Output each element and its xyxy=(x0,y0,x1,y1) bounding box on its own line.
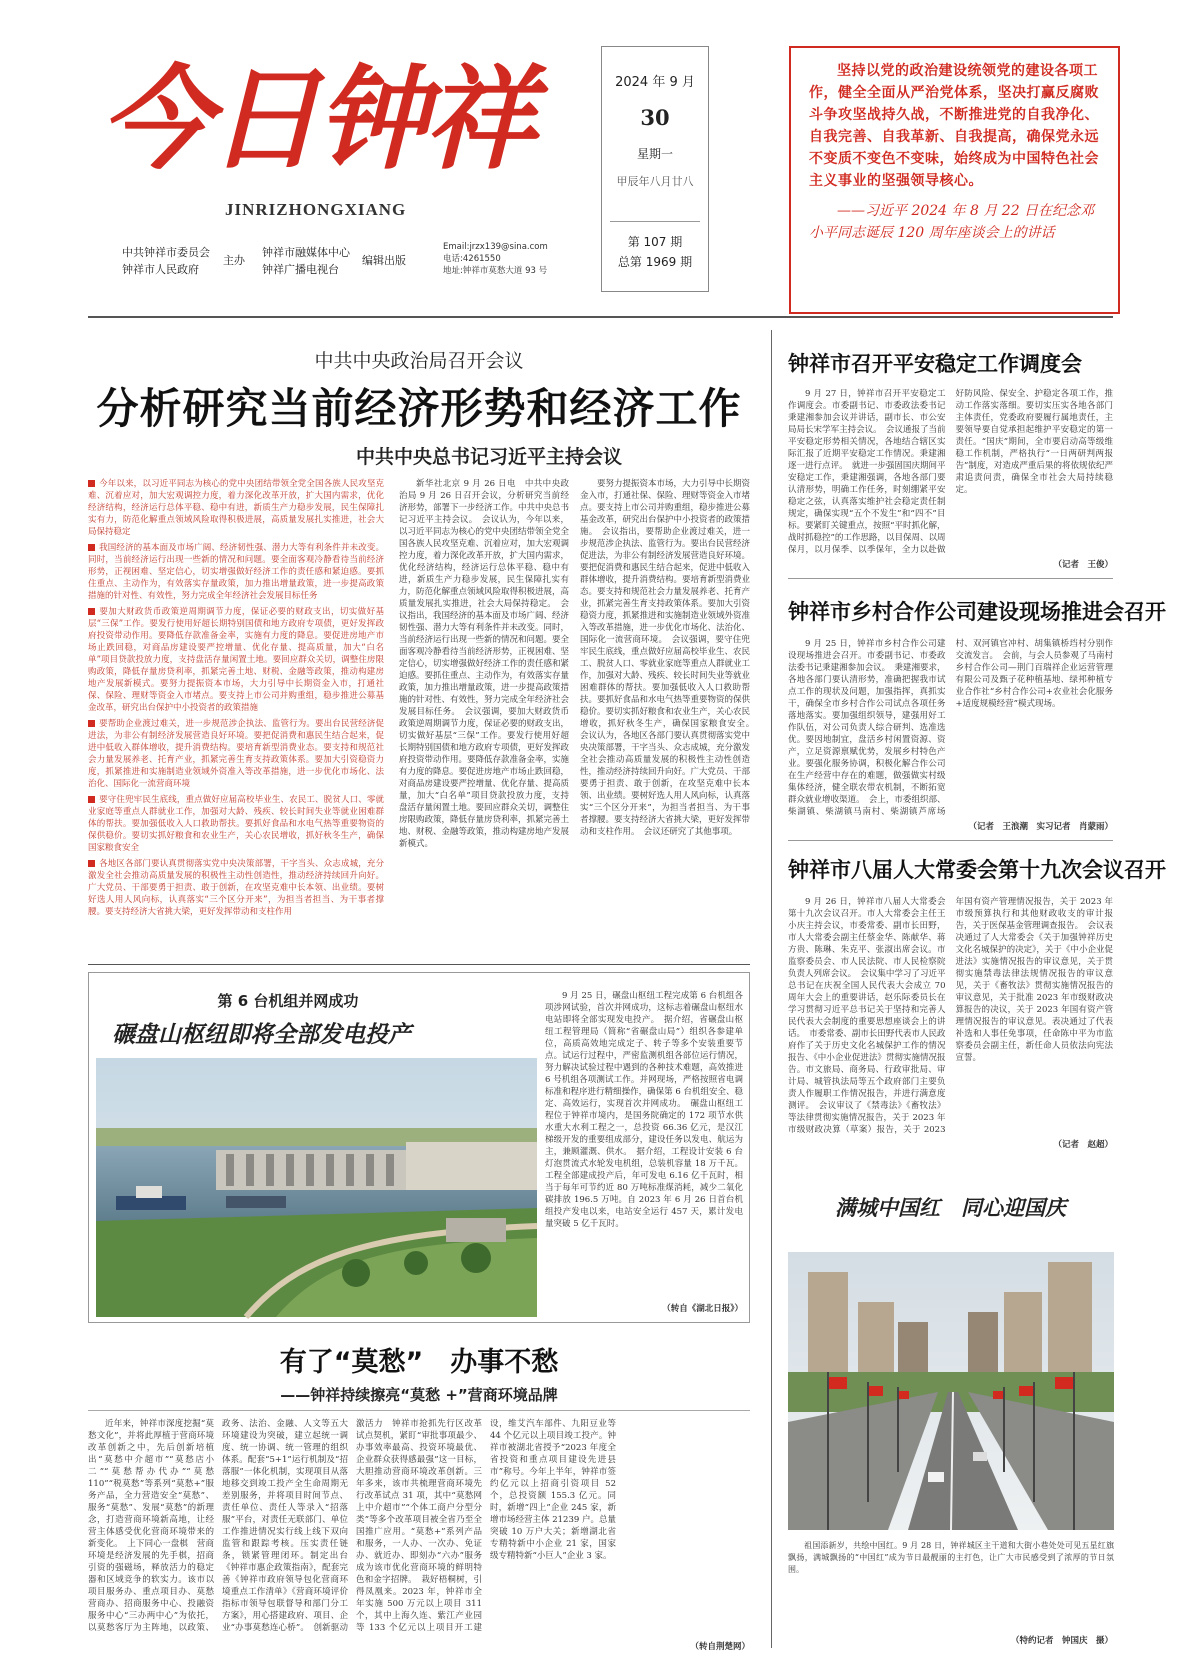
power-station-photo xyxy=(96,1058,537,1317)
highlight-text: 要加大财政货币政策逆周期调节力度，保证必要的财政支出，切实做好基层“三保”工作。要发行使用好超长期特别国债和地方政府专项债，更好发挥政府投资带动作用。要降低存款准备金率，实施有力度的降息。要促进房地产市场止跌回稳，对商品房建设要严控增量、优化存量、提高质量，加大“白名单”项目贷款投放力度，支持盘活存量闲置土地。要回应群众关切，调整住房限购政策，降低存量房贷利率，抓紧完善土地、财税、金融等政策，推动构建房地产发展新模式。要努力提振资本市场，大力引导中长期资金入市，打通社保、保险、理财等资金入市堵点。要支持上市公司并购重组，稳步推进公募基金改革，研究出台保护中小投资者的政策措施 xyxy=(88,607,384,713)
power-body: 9 月 25 日，碾盘山枢纽工程完成第 6 台机组各项涉网试验，首次并网成功，这标志着碾盘山枢纽水电站即将全部实现发电投产。 据介绍，省碾盘山枢纽工程管理局（简称“省碾盘山局”）组织各参建单位，高质高效地完成定子、转子等多个安装重要节点。试运行过程中，严密监测机组各部位运行情况，努力解决试验过程中遇到的各种技术难题，高效推进 6 号机组各项测试工作。并网现场，严格按照省电调标准和程序进行精细操作，确保第 6 台机组安全、稳定、高效运行，实现首次并网成功。 碾盘山枢纽工程位于钟祥市境内，是国务院确定的 172 项节水供水重大水利工程之一，总投资 66.36 亿元，是汉江梯级开发的重要组成部分，建设任务以发电、航运为主，兼顾灌溉、供水。 据介绍，工程设计安装 6 台灯泡贯流式水轮发电机组，总装机容量 18 万千瓦。工程全部建成投产后，年可发电 6.16 亿千瓦时，相当于每年可节约近 80 万吨标准煤消耗，减少二氧化碳排放 196.5 万吨。自 2023 年 6 月 26 日首台机组投产发电以来，电站安全运行 457 天，累计发电量突破 5 亿千瓦时。 xyxy=(545,991,743,1229)
highlight-text: 要守住兜牢民生底线，重点做好应届高校毕业生、农民工、脱贫人口、零就业家庭等重点人群就业工作，加强对大龄、残疾、较长时间失业等就业困难群体的帮扶。要加强低收入人口救助帮扶。要抓好食品和水电气热等重要物资的保供稳价。要切实抓好粮食和农业生产，关心农民增收，抓好秋冬生产，确保国家粮食安全 xyxy=(88,795,384,853)
lead-kicker: 中共中央政治局召开会议 xyxy=(314,350,524,372)
holiday-caption: 祖国添新岁，共绘中国红。9 月 28 日，钟祥城区主干道和大街小巷处处可见五星红旗飘扬，满城飘扬的“中国红”成为节日最靓丽的主打色，让广大市民感受到了浓厚的节日氛围。 xyxy=(788,1541,1114,1574)
mochou-body-columns xyxy=(88,1418,750,1638)
bullet-square-icon xyxy=(88,796,95,803)
holiday-photo xyxy=(788,1252,1114,1530)
bullet-square-icon xyxy=(88,480,95,487)
masthead-logo: 今日钟祥 xyxy=(100,54,532,185)
lead-headline: 分析研究当前经济形势和经济工作 xyxy=(96,384,742,433)
power-byline: （转自《湖北日报》） xyxy=(662,1304,743,1314)
publisher-info xyxy=(122,244,432,280)
column-divider xyxy=(771,330,772,1648)
total-issue-number: 总第 1969 期 xyxy=(617,255,693,269)
lead-body-column-2: 要努力提振资本市场，大力引导中长期资金入市，打通社保、保险、理财等资金入市堵点。要支持上市公司并购重组，稳步推进公募基金改革，研究出台保护中小投资者的政策措施。 会议指出，要帮助企业渡过难关，进一步规范涉企执法、监管行为。要出台民营经济促进法，为非公有制经济发展营造良好环境。要把促消费和惠民生结合起来，促进中低收入群体增收，提升消费结构。要培育新型消费业态。要支持和规范社会力量发展养老、托育产业，抓紧完善生育支持政策体系。要加大引资稳资力度，抓紧推进和实施制造业领域外资准入等改革措施，进一步优化市场化、法治化、国际化一流营商环境。 会议强调，要守住兜牢民生底线，重点做好应届高校毕业生、农民工、脱贫人口、零就业家庭等重点人群就业工作，加强对大龄、残疾、较长时间失业等就业困难群体的帮扶。要加强低收入人口救助帮扶。要抓好食品和水电气热等重要物资的保供稳价。要切实抓好粮食和农业生产，关心农民增收，抓好秋冬生产，确保国家粮食安全。 会议认为，各地区各部门要认真贯彻落实党中央决策部署，干字当头、众志成城，充分激发全社会推动高质量发展的积极性主动性创造性，推动经济持续回升向好。广大党员、干部要勇于担责、敢于创新，在攻坚克难中长本领、出业绩。要树好选人用人风向标，认真落实“三个区分开来”，为担当者担当、为干事者撑腰。要支持经济大省挑大梁，更好发挥带动和支柱作用。 会议还研究了其他事项。 xyxy=(580,479,759,837)
highlight-text: 要帮助企业渡过难关，进一步规范涉企执法、监管行为。要出台民营经济促进法，为非公有制经济发展营造良好环境。要把促消费和惠民生结合起来，促进中低收入群体增收，提升消费结构。要培育新型消费业态。要支持和规范社会力量发展养老、托育产业，抓紧完善生育支持政策体系。要加大引资稳资力度，抓紧推进和实施制造业领域外资准入等改革措施，进一步优化市场化、法治化、国际化一流营商环境 xyxy=(88,719,384,789)
date-box xyxy=(601,46,709,292)
contact-phone-number: 4261550 xyxy=(462,254,501,264)
highlight-paragraph xyxy=(88,858,384,918)
contact-phone xyxy=(443,253,548,265)
section-rule xyxy=(88,964,750,965)
highlight-paragraph xyxy=(88,718,384,790)
lead-highlights xyxy=(88,478,384,958)
date-year-month: 2024 年 9 月 xyxy=(615,75,695,90)
sidebar-rule xyxy=(788,840,1113,841)
sidebar-story-1-byline: （记者 王俊） xyxy=(1053,560,1113,570)
date-divider xyxy=(610,221,700,222)
highlight-text: 今年以来，以习近平同志为核心的党中央团结带领全党全国各族人民攻坚克难、沉着应对，加大宏观调控力度，着力深化改革开放，扩大国内需求，优化经济结构，经济运行总体平稳、稳中有进，新质生产力稳步发展，民生保障扎实有力，防范化解重点领域风险取得积极进展，高质量发展扎实推进，社会大局保持稳定 xyxy=(88,479,384,537)
highlight-text: 我国经济的基本面及市场广阔、经济韧性强、潜力大等有利条件并未改变。同时，当前经济运行出现一些新的情况和问题。要全面客观冷静看待当前经济形势，正视困难、坚定信心，切实增强做好经济工作的责任感和紧迫感。要抓住重点、主动作为，有效落实存量政策，加力推出增量政策，进一步提高政策措施的针对性、有效性，努力完成全年经济社会发展目标任务 xyxy=(88,543,384,601)
quote-text: 坚持以党的政治建设统领党的建设各项工作，健全全面从严治党体系，坚决打赢反腐败斗争攻坚战持久战，不断推进党的自我净化、自我完善、自我革新、自我提高，确保党永远不变质不变色不变味，始终成为中国特色社会主义事业的坚强领导核心。 xyxy=(809,63,1099,189)
mochou-rule xyxy=(88,1410,750,1411)
sidebar-story-2-byline: （记者 王浪潮 实习记者 肖蒙雨） xyxy=(968,822,1113,832)
holiday-headline: 满城中国红 同心迎国庆 xyxy=(835,1195,1066,1220)
highlight-paragraph xyxy=(88,794,384,854)
date-lunar: 甲辰年八月廿八 xyxy=(616,175,694,188)
bullet-square-icon xyxy=(88,720,95,727)
mochou-byline: （转自荆楚网） xyxy=(690,1642,750,1652)
sponsor-2: 钟祥市人民政府 xyxy=(122,263,199,276)
quote-source: ——习近平 2024 年 8 月 22 日在纪念邓小平同志诞辰 120 周年座谈会上的讲话 xyxy=(809,203,1095,241)
highlight-paragraph xyxy=(88,606,384,714)
bullet-square-icon xyxy=(88,608,95,615)
power-kicker: 第 6 台机组并网成功 xyxy=(217,992,359,1010)
contact-email: Email:jrzx139@sina.com xyxy=(443,242,548,252)
sponsor-1: 中共钟祥市委员会 xyxy=(122,246,210,259)
highlight-paragraph xyxy=(88,478,384,538)
highlight-text: 各地区各部门要认真贯彻落实党中央决策部署，干字当头、众志成城，充分激发全社会推动高质量发展的积极性主动性创造性，推动经济持续回升向好。广大党员、干部要勇于担责、敢于创新，在攻坚克难中长本领、出业绩。要树好选人用人风向标，认真落实“三个区分开来”，为担当者担当、为干事者撑腰。要支持经济大省挑大梁，更好发挥带动和支柱作用 xyxy=(88,859,384,917)
mochou-body: 近年来，钟祥市深度挖掘“莫愁文化”，并将此厚植于营商环境改革创新之中，先后创新培植出“莫愁中介超市”“莫愁店小二”“莫愁帮办代办”“莫愁 110”“税莫愁”等系列“莫愁+”服务产品，全力营造安全“莫愁”、服务“莫愁”、发展“莫愁”的新理念，打造营商环境新高地，让经营主体感受优化营商环境带来的新变化。 上下同心一盘棋 营商环境是经济发展的先手棋，招商引资的强磁场，释放活力的稳定器和区域竞争的软实力。该市以项目服务办、重点项目办、莫愁营商办、招商服务中心、投融资服务中心“三办两中心”为依托，以莫愁客厅为主阵地，以政策、政务、法治、金融、人文等五大环境建设为突破，建立起统一调度、统一协调、统一管理的组织体系。配套“5+1”运行机制及“招落服”一体化机制，实现项目从落地移交到竣工投产全生命周期无差别服务，并将项目时间节点、责任单位、责任人等录入“招落服”平台，对责任无联部门、单位工作推进情况实行线上线下双向监管和跟踪考核。压实责任链条，锁紧管理闭环。制定出台《钟祥市惠企政策指南》，配套完善《钟祥市政府领导包化营商环境重点工作清单》《营商环境评价指标市领导包联督导和部门分工方案》，用心搭建政府、项目、企业“办事莫愁连心桥”。 创新驱动激活力 钟祥市抢抓先行区改革试点契机，紧盯“审批事项最少、办事效率最高、投资环境最优、企业群众获得感最强”这一目标，大胆推动营商环境改革创新。三年多来，该市共梳理营商环境先行改革试点 31 项，其中“莫愁网上中介超市”“个体工商户分型分类”等多个改革项目被全省乃至全国推广应用。“莫愁+”系列产品和服务，一人办、一次办、免证办、就近办、即刻办“六办”服务成为该市优化营商环境的鲜明特色和金字招牌。 栽好梧桐树，引得凤凰来。2023 年，钟祥市全年实施 500 万元以上项目 311 个，其中上海久连、紫江产业园等 133 个亿元以上项目开工建设，维艾汽车部件、九阳豆业等 44 个亿元以上项目竣工投产。钟祥市被湖北省授予“2023 年度全省投资和重点项目建设先进县市”称号。今年上半年，钟祥市签约亿元以上招商引资项目 52 个，总投资额 155.3 亿元。同时，新增“四上”企业 245 家，新增市场经营主体 21239 户。总量突破 10 万户大关；新增湖北省专精特新中小企业 21 家，国家级专精特新“小巨人”企业 3 家。 xyxy=(88,1419,616,1633)
bullet-square-icon xyxy=(88,544,95,551)
contact-address: 地址:钟祥市莫愁大道 93 号 xyxy=(443,266,548,276)
contact-info xyxy=(443,241,548,277)
bullet-square-icon xyxy=(88,860,95,867)
sidebar-story-3-columns xyxy=(788,896,1113,1146)
sidebar-rule xyxy=(788,578,1113,579)
sidebar-story-2-title: 钟祥市乡村合作公司建设现场推进会召开 xyxy=(788,600,1166,624)
lead-body-column-1: 新华社北京 9 月 26 日电 中共中央政治局 9 月 26 日召开会议，分析研究当前经济形势，部署下一步经济工作。中共中央总书记习近平主持会议。 会议认为，今年以来，以习近平同志为核心的党中央团结带领全党全国各族人民攻坚克难、沉着应对，加大宏观调控力度，着力深化改革开放，扩大国内需求，优化经济结构，经济运行总体平稳、稳中有进，新质生产力稳步发展，民生保障扎实有力，防范化解重点领域风险取得积极进展，高质量发展扎实推进，社会大局保持稳定。 会议指出，我国经济的基本面及市场广阔、经济韧性强、潜力大等有利条件并未改变。同时，当前经济运行出现一些新的情况和问题。要全面客观冷静看待当前经济形势，正视困难、坚定信心，切实增强做好经济工作的责任感和紧迫感。要抓住重点、主动作为，有效落实存量政策，加力推出增量政策，进一步提高政策措施的针对性、有效性，努力完成全年经济社会发展目标任务。 会议强调，要加大财政货币政策逆周期调节力度，保证必要的财政支出，切实做好基层“三保”工作。要发行使用好超长期特别国债和地方政府专项债，更好发挥政府投资带动作用。要降低存款准备金率，实施有力度的降息。要促进房地产市场止跌回稳，对商品房建设要严控增量、优化存量、提高质量，加大“白名单”项目贷款投放力度，支持盘活存量闲置土地。要回应群众关切，调整住房限购政策，降低存量房贷利率，抓紧完善土地、财税、金融等政策，推动构建房地产发展新模式。 xyxy=(399,479,570,849)
sidebar-story-3-title: 钟祥市八届人大常委会第十九次会议召开 xyxy=(788,858,1166,882)
producer-2: 钟祥广播电视台 xyxy=(262,263,339,276)
sidebar-story-1-body: 9 月 27 日，钟祥市召开平安稳定工作调度会。市委副书记、市委政法委书记秉建湘参加会议并讲话，副市长、市公安局局长宋学军主持会议。 会议通报了当前平安稳定形势相关情况，各地结合辖区实际汇报了近期平安稳定工作情况。秉建湘逐一进行点评。 就进一步强固国庆期间平安稳定工作，秉建湘强调，各地各部门要认清形势，明确工作任务，时刻绷紧平安稳定之弦，认真落实维护社会稳定责任制规定，确保实现“五个不发生”和“四不”目标。要紧盯关键重点，按照“平时抓化解，战时抓稳控”的工作思路，以目保周、以周保月，以月保季、以季保年，全力以赴做好防风险、保安全、护稳定各项工作，推动工作落实落细。要切实压实各地各部门主体责任，党委政府要履行属地责任，主要领导要自觉承担起维护平安稳定的第一责任。“国庆”期间，全市要启动高等级维稳工作机制，严格执行“一日两研判两报告”制度，对造成严重后果的将依规依纪严肃追责问责，确保全市社会大局持续稳定。 xyxy=(788,389,1113,555)
sidebar-story-3-body: 9 月 26 日，钟祥市八届人大常委会第十九次会议召开。市人大常委会主任王小庆主持会议，市委常委、副市长田野，市人大常委会副主任蔡金华、陈献华、蒋方贵、陈琳、朱克平、张淑出席会议。市监察委员会、市人民法院、市人民检察院负责人列席会议。 会议集中学习了习近平总书记在庆祝全国人民代表大会成立 70 周年大会上的重要讲话，赵乐际委员长在学习贯彻习近平总书记关于坚持和完善人民代表大会制度的重要思想座谈会上的讲话。 市委常委、副市长田野代表市人民政府作了关于历史文化名城保护工作的情况报告、《中小企业促进法》贯彻实施情况报告。市文旅局、商务局、行政审批局、审计局、城管执法局等五个政府部门主要负责人作履职工作情况报告，并进行满意度测评。 会议审议了《禁毒法》《畜牧法》等法律贯彻实施情况报告，关于 2023 年市级财政决算（草案）报告，关于 2023 年国有资产管理情况报告，关于 2023 年市级预算执行和其他财政收支的审计报告，关于医保基金管理调查报告。 会议表决通过了人大常委会《关于加强钟祥历史文化名城保护的决定》，关于《中小企业促进法》实施情况报告的审议意见，关于贯彻实施禁毒法律法规情况报告的审议意见，关于《畜牧法》贯彻实施情况报告的审议意见，关于批准 2023 年市级财政决算报告的决议，关于 2023 年国有资产管理情况报告的审议意见。表决通过了代表补选和人事任免事项，任命陈中平为市监察委员会副主任，新任命人员依法向宪法宣誓。 xyxy=(788,897,1113,1135)
mochou-headline: 有了“莫愁” 办事不愁 xyxy=(279,1347,559,1378)
date-day: 30 xyxy=(640,105,670,130)
power-headline: 碾盘山枢纽即将全部发电投产 xyxy=(112,1021,411,1048)
sidebar-story-1-title: 钟祥市召开平安稳定工作调度会 xyxy=(788,352,1082,376)
dam-aerial-image xyxy=(96,1058,537,1317)
sidebar-story-2-columns xyxy=(788,638,1113,820)
city-street-image xyxy=(788,1252,1114,1530)
sidebar-story-3-byline: （记者 赵超） xyxy=(1053,1140,1113,1150)
masthead-pinyin: JINRIZHONGXIANG xyxy=(225,200,407,219)
sidebar-story-2-body: 9 月 25 日，钟祥市乡村合作公司建设现场推进会召开。市委副书记、市委政法委书记秉建湘参加会议。 秉建湘要求，各地各部门要认清形势，准确把握我市试点工作的现状及问题，加强指挥，真抓实干，确保全市乡村合作公司试点各项任务落地落实。要加强组织领导，建强用好工作队伍，对公司负责人综合研判、选准选优。要因地制宜，盘活乡村闲置资源、资产，立足资源禀赋优势，发展乡村特色产业。要强化服务协调，积极化解合作公司在生产经营中存在的难题，做强做实村级集体经济，健全联农带农机制，不断拓宽群众就业增收渠道。 会上，市委组织部、柴湖镇、柴湖镇马南村、柴湖镇芦席场村、双河镇官冲村、胡集镇桥垱村分别作交流发言。 会前，与会人员参观了马南村乡村合作公司—荆门百瑞祥企业运营管理有限公司及甄子花种植基地、绿邦种植专业合作社“乡村合作公司+农业社会化服务+适度规模经营”模式现场。 xyxy=(788,639,1113,817)
producer-role: 编辑出版 xyxy=(362,254,406,267)
issue-number: 第 107 期 xyxy=(627,235,683,249)
masthead-rule xyxy=(88,316,1113,318)
contact-phone-label: 电话: xyxy=(443,254,463,264)
holiday-byline: （特约记者 钟国庆 摄） xyxy=(1010,1636,1113,1646)
sidebar-story-1-columns xyxy=(788,388,1113,556)
highlight-paragraph xyxy=(88,542,384,602)
quote-box xyxy=(789,46,1120,314)
lead-subhead: 中共中央总书记习近平主持会议 xyxy=(355,446,622,468)
producer-1: 钟祥市融媒体中心 xyxy=(262,246,350,259)
date-weekday: 星期一 xyxy=(636,147,673,161)
sponsor-role: 主办 xyxy=(223,254,245,267)
mochou-subhead: ——钟祥持续擦亮“莫愁 +”营商环境品牌 xyxy=(280,1386,558,1404)
